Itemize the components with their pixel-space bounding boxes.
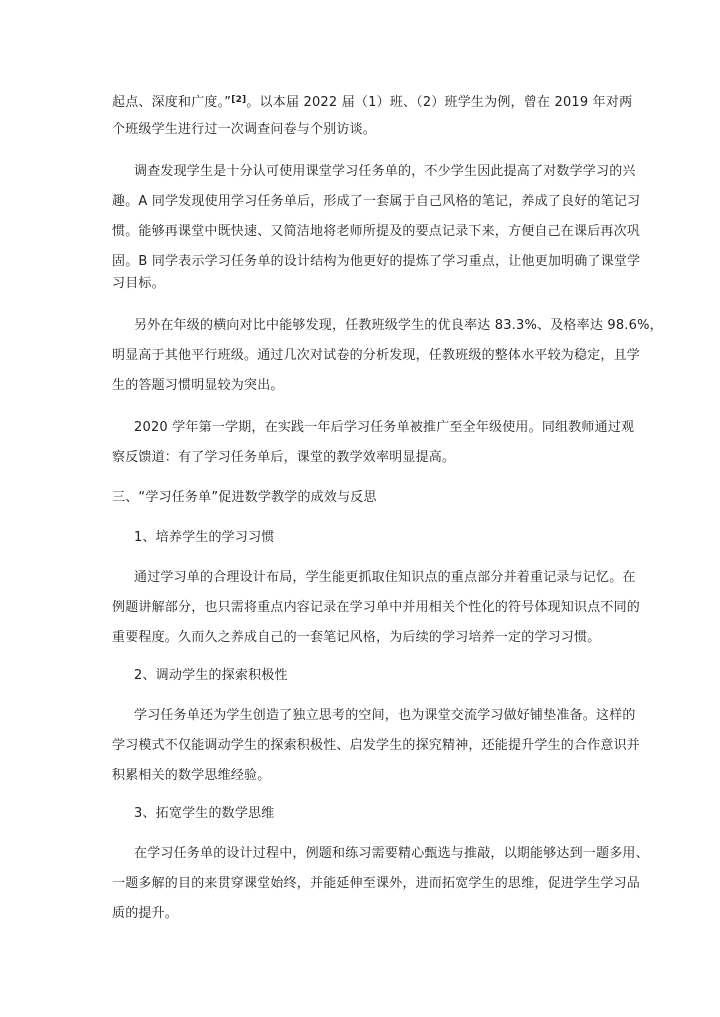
paragraph-line: 学习任务单还为学生创造了独立思考的空间，也为课堂交流学习做好铺垫准备。这样的	[134, 708, 636, 723]
section-heading: 三、“学习任务单”促进数学教学的成效与反思	[112, 490, 377, 505]
paragraph-line: 习目标。	[112, 276, 165, 291]
paragraph-line: 另外在年级的横向对比中能够发现，任教班级学生的优良率达 83.3%、及格率达 98.6%，	[134, 318, 663, 333]
paragraph-line	[112, 92, 632, 111]
paragraph-line: 一题多解的目的来贯穿课堂始终，并能延伸至课外，进而拓宽学生的思维，促进学生学习品	[112, 876, 641, 891]
paragraph-line: 积累相关的数学思维经验。	[112, 768, 271, 783]
paragraph-line: 例题讲解部分，也只需将重点内容记录在学习单中并用相关个性化的符号体现知识点不同的	[112, 600, 641, 615]
paragraph-line: 调查发现学生是十分认可使用课堂学习任务单的，不少学生因此提高了对数学学习的兴	[134, 164, 636, 179]
subsection-heading: 3、拓宽学生的数学思维	[134, 806, 275, 821]
paragraph-line: 通过学习单的合理设计布局，学生能更抓取住知识点的重点部分并着重记录与记忆。在	[134, 570, 636, 585]
paragraph-line: 固。B 同学表示学习任务单的设计结构为他更好的提炼了学习重点，让他更加明确了课堂学	[112, 254, 641, 269]
paragraph-line: 生的答题习惯明显较为突出。	[112, 378, 284, 393]
paragraph-line: 个班级学生进行过一次调查问卷与个别访谈。	[112, 122, 377, 137]
line-text: 起点、深度和广度。”	[112, 95, 232, 110]
paragraph-line: 重要程度。久而久之养成自己的一套笔记风格，为后续的学习培养一定的学习习惯。	[112, 630, 601, 645]
citation-superscript: [2]	[231, 95, 247, 105]
paragraph-line: 质的提升。	[112, 906, 179, 921]
paragraph-line: 学习模式不仅能调动学生的探索积极性、启发学生的探究精神，还能提升学生的合作意识并	[112, 738, 641, 753]
paragraph-line: 趣。A 同学发现使用学习任务单后，形成了一套属于自己风格的笔记，养成了良好的笔记习	[112, 194, 641, 209]
paragraph-line: 在学习任务单的设计过程中，例题和练习需要精心甄选与推敲，以期能够达到一题多用、	[134, 846, 649, 861]
paragraph-line: 明显高于其他平行班级。通过几次对试卷的分析发现，任教班级的整体水平较为稳定，且学	[112, 348, 641, 363]
subsection-heading: 1、培养学生的学习习惯	[134, 530, 275, 545]
subsection-heading: 2、调动学生的探索积极性	[134, 668, 288, 683]
paragraph-line: 惯。能够再课堂中既快速、又简洁地将老师所提及的要点记录下来，方便自己在课后再次巩	[112, 224, 641, 239]
paragraph-line: 2020 学年第一学期，在实践一年后学习任务单被推广至全年级使用。同组教师通过观	[134, 420, 635, 435]
paragraph-line: 察反馈道：有了学习任务单后，课堂的教学效率明显提高。	[112, 450, 456, 465]
line-text: 。以本届 2022 届（1）班、（2）班学生为例，曾在 2019 年对两	[246, 95, 633, 110]
